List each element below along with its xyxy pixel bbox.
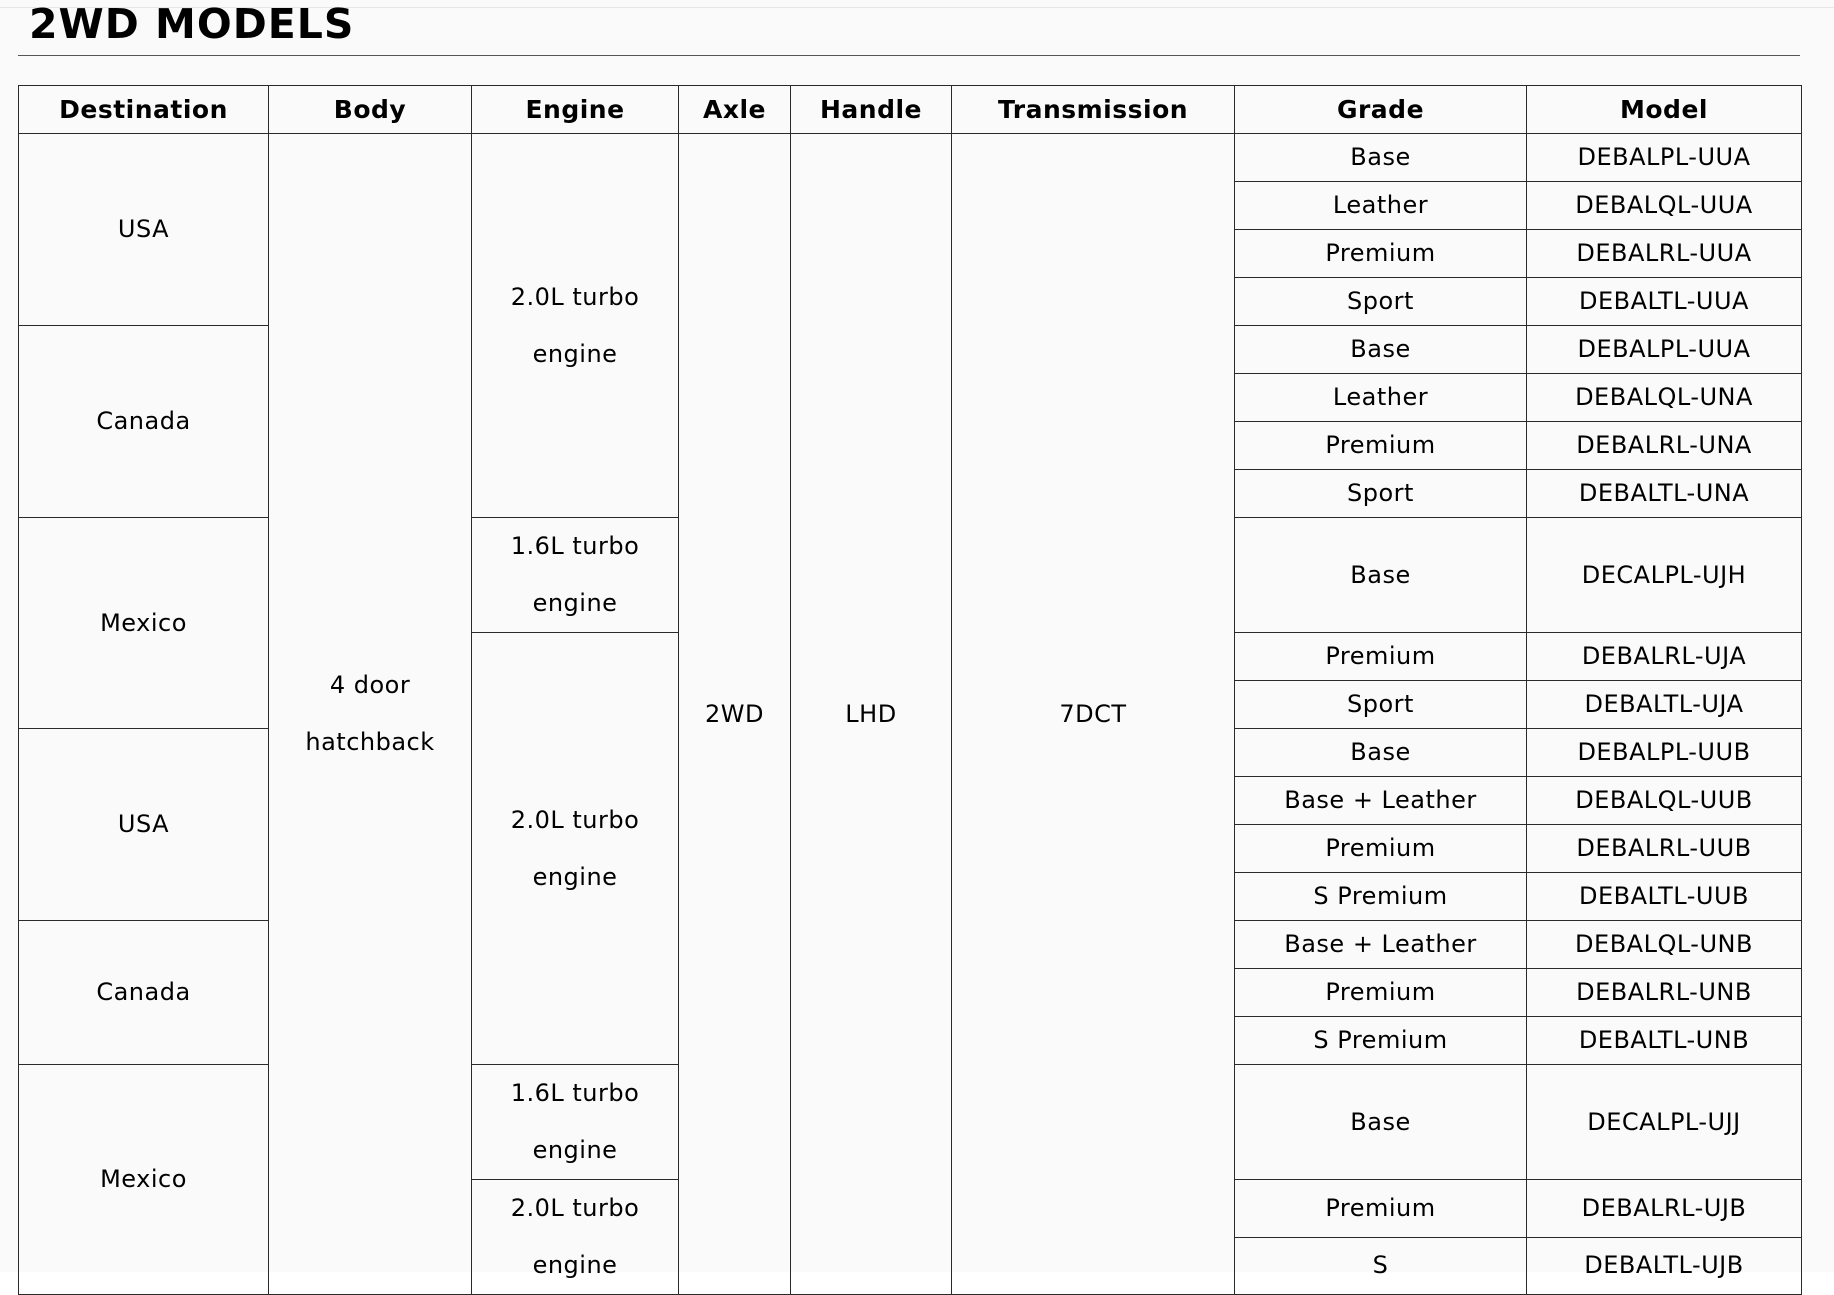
body-cell: 4 door hatchback bbox=[269, 134, 472, 1295]
destination-cell: USA bbox=[19, 134, 269, 326]
table-row bbox=[19, 134, 1802, 182]
grade-cell: Base bbox=[1235, 518, 1527, 633]
grade-cell: Sport bbox=[1235, 681, 1527, 729]
grade-cell: Premium bbox=[1235, 969, 1527, 1017]
model-cell: DEBALTL-UUA bbox=[1527, 278, 1802, 326]
grade-cell: Sport bbox=[1235, 278, 1527, 326]
model-cell: DEBALRL-UNB bbox=[1527, 969, 1802, 1017]
header-engine: Engine bbox=[472, 86, 679, 134]
title-divider bbox=[18, 55, 1800, 56]
model-cell: DEBALTL-UNA bbox=[1527, 470, 1802, 518]
grade-cell: Premium bbox=[1235, 422, 1527, 470]
engine-cell: 1.6L turbo engine bbox=[472, 518, 679, 633]
model-cell: DEBALRL-UUB bbox=[1527, 825, 1802, 873]
header-destination: Destination bbox=[19, 86, 269, 134]
grade-cell: Premium bbox=[1235, 1180, 1527, 1238]
destination-cell: Mexico bbox=[19, 1065, 269, 1295]
header-model: Model bbox=[1527, 86, 1802, 134]
destination-cell: Canada bbox=[19, 326, 269, 518]
grade-cell: Leather bbox=[1235, 374, 1527, 422]
header-transmission: Transmission bbox=[952, 86, 1235, 134]
model-cell: DEBALQL-UUA bbox=[1527, 182, 1802, 230]
header-body: Body bbox=[269, 86, 472, 134]
model-cell: DECALPL-UJH bbox=[1527, 518, 1802, 633]
model-cell: DEBALQL-UNB bbox=[1527, 921, 1802, 969]
destination-cell: Canada bbox=[19, 921, 269, 1065]
header-row bbox=[19, 86, 1802, 134]
model-cell: DEBALQL-UUB bbox=[1527, 777, 1802, 825]
handle-cell: LHD bbox=[791, 134, 952, 1295]
destination-cell: USA bbox=[19, 729, 269, 921]
grade-cell: Premium bbox=[1235, 633, 1527, 681]
model-cell: DEBALTL-UJB bbox=[1527, 1237, 1802, 1295]
engine-cell: 2.0L turbo engine bbox=[472, 134, 679, 518]
transmission-cell: 7DCT bbox=[952, 134, 1235, 1295]
model-cell: DEBALPL-UUA bbox=[1527, 326, 1802, 374]
grade-cell: Leather bbox=[1235, 182, 1527, 230]
model-cell: DEBALRL-UNA bbox=[1527, 422, 1802, 470]
engine-cell: 2.0L turbo engine bbox=[472, 633, 679, 1065]
header-grade: Grade bbox=[1235, 86, 1527, 134]
engine-cell: 1.6L turbo engine bbox=[472, 1065, 679, 1180]
grade-cell: S Premium bbox=[1235, 873, 1527, 921]
grade-cell: Base bbox=[1235, 134, 1527, 182]
grade-cell: Base bbox=[1235, 1065, 1527, 1180]
grade-cell: Base bbox=[1235, 326, 1527, 374]
grade-cell: Sport bbox=[1235, 470, 1527, 518]
model-cell: DEBALTL-UUB bbox=[1527, 873, 1802, 921]
model-cell: DEBALRL-UJB bbox=[1527, 1180, 1802, 1238]
grade-cell: Premium bbox=[1235, 825, 1527, 873]
grade-cell: Base + Leather bbox=[1235, 777, 1527, 825]
page-title: 2WD MODELS bbox=[29, 0, 355, 48]
header-handle: Handle bbox=[791, 86, 952, 134]
model-cell: DEBALRL-UJA bbox=[1527, 633, 1802, 681]
model-cell: DEBALTL-UNB bbox=[1527, 1017, 1802, 1065]
header-axle: Axle bbox=[679, 86, 791, 134]
model-cell: DECALPL-UJJ bbox=[1527, 1065, 1802, 1180]
model-cell: DEBALTL-UJA bbox=[1527, 681, 1802, 729]
models-table bbox=[18, 85, 1802, 1295]
destination-cell: Mexico bbox=[19, 518, 269, 729]
grade-cell: S Premium bbox=[1235, 1017, 1527, 1065]
engine-cell: 2.0L turbo engine bbox=[472, 1180, 679, 1295]
model-cell: DEBALQL-UNA bbox=[1527, 374, 1802, 422]
grade-cell: S bbox=[1235, 1237, 1527, 1295]
model-cell: DEBALRL-UUA bbox=[1527, 230, 1802, 278]
axle-cell: 2WD bbox=[679, 134, 791, 1295]
grade-cell: Base + Leather bbox=[1235, 921, 1527, 969]
model-cell: DEBALPL-UUA bbox=[1527, 134, 1802, 182]
grade-cell: Base bbox=[1235, 729, 1527, 777]
grade-cell: Premium bbox=[1235, 230, 1527, 278]
model-cell: DEBALPL-UUB bbox=[1527, 729, 1802, 777]
